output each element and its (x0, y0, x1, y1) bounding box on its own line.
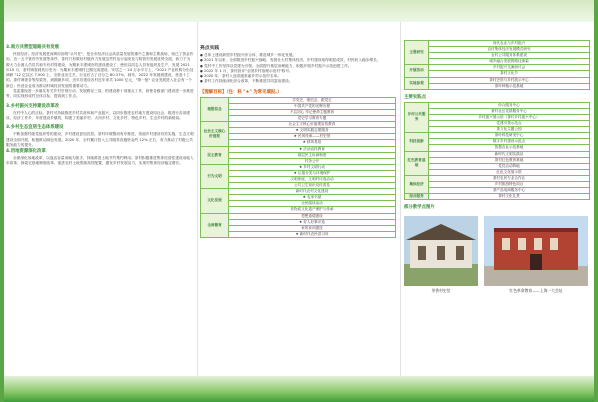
table-item-cell: ★ 法治宣传教育 (229, 146, 396, 152)
table-category-cell: 主要研究 (405, 41, 429, 65)
table-category-cell: 红色教育基地 (405, 151, 429, 175)
table-item-cell: 新时代农村文化建设 (229, 189, 396, 195)
table-item-cell: ★ 文明实践志愿服务 (229, 128, 396, 134)
table-category-cell: 民主教育 (201, 146, 229, 164)
table-item-cell: 数字乡村建设示范点 (429, 139, 590, 145)
table-item-cell: 茶叶种植示范基地 (429, 83, 590, 89)
column-practice (404, 40, 590, 296)
table-item-cell: ★ 新时代农民讲习所 (229, 231, 396, 237)
table-item-cell: ★ 垃圾分类与环境保护 (229, 170, 396, 176)
table-category-cell: 理想信念 (201, 97, 229, 121)
table-item-cell: 党建引领示范点 (429, 121, 590, 127)
list-item: ● 党村中工作坚持以党建为引领，全面提升基层治理能力，积极开展乡村振兴示范创建工作。 (200, 64, 396, 69)
table-category-cell: 集体经济 (405, 175, 429, 193)
table-item-cell: 家风家训建设 (229, 225, 396, 231)
fold-line-1 (197, 22, 198, 376)
paragraph: 全面深化用地改革，以盘活存量用地为抓手，持续推进土地节约集约利用。茶村积极推进集体经营性建设用地入市改革，探索宅基地制度改革，促进农村土地资源高效配置，激发乡村发展活力，实现村集体经济稳定增长。 (6, 156, 194, 166)
table-item-cell: 茶叶科技研发中心 (429, 133, 590, 139)
table-row (201, 231, 396, 237)
list-item: ● 总体上建设新型乡村振兴综合体，推进城乡一体化发展。 (200, 53, 396, 58)
table-item-cell: 不忘初心 牢记使命主题教育 (229, 109, 396, 115)
column-intro (6, 44, 194, 167)
column-highlights (200, 44, 396, 238)
table-category-cell: 乡村公共服务 (405, 102, 429, 132)
table-category-cell: 科技创新 (405, 133, 429, 151)
table-item-cell: 乡村振兴交流研讨会 (429, 65, 590, 71)
table-item-cell: 茶村文化节 (429, 71, 590, 77)
section-heading: 4.用地资源深化改革 (6, 149, 46, 155)
table-item-cell: 乡村旅游特色项目 (429, 181, 590, 187)
table-item-cell: 茶村农民专业合作社 (429, 175, 590, 181)
section-title: 主要实践点 (404, 94, 426, 100)
table-item-cell: 城乡融合发展的路径探索 (429, 59, 590, 65)
top-banner (0, 0, 598, 22)
memorial-photo (484, 216, 588, 286)
table-category-cell: 文化发展 (201, 189, 229, 213)
photo-row (404, 212, 590, 296)
curriculum-table (200, 97, 396, 238)
table-item-cell: 文明家庭、文明村评选活动 (229, 177, 396, 183)
table-item-cell: 综合服务中心 (429, 102, 590, 108)
section-title: 亮点实践 (200, 46, 220, 51)
sites-table (404, 102, 590, 201)
table-item-cell: 新时代文明实践站 (429, 151, 590, 157)
table-item-cell: 党史学习教育专题 (229, 116, 396, 122)
photo-caption: 红色革命教育——上海一大会址 (509, 288, 563, 294)
table-item-cell: 村务公开 (229, 158, 396, 164)
table-item-cell: 农村公共服务体系建设 (429, 53, 590, 59)
topics-table (404, 40, 590, 90)
right-edge (594, 0, 598, 402)
left-edge (0, 0, 4, 402)
table-title: 【理解目标】（注：标 "★" 为常见填报。） (200, 89, 282, 95)
table-row (405, 83, 590, 89)
table-item-cell: 农村集体经济发展模式研究 (429, 47, 590, 53)
table-item-cell: 社会主义核心价值观宣传教育 (229, 122, 396, 128)
table-item-cell: 全民阅读活动 (229, 201, 396, 207)
paragraph: 在村中人心的目标，茶村可持续推进乡村共营体和产业振兴，以同步推进农村地方建设同社会，推进行各项建设，经济工作乡、年度建设乡镇的，构建了美丽乡村、大同乡村、文化乡村、特色乡村、生态乡村的新格局。 (6, 110, 190, 120)
table-item-cell: 乡村振兴展示馆（茶村乡村振兴中心） (429, 114, 590, 120)
table-item-cell: 非物质文化遗产保护与传承 (229, 207, 396, 213)
table-item-cell: 茶村红色教育基地 (429, 157, 590, 163)
table-item-cell: 党员活动阵地 (429, 163, 590, 169)
table-item-cell: 茶村文化礼堂 (429, 194, 590, 200)
table-item-cell: 基层民主协商制度 (229, 152, 396, 158)
table-item-cell: 茶村史馆与乡村展示中心 (429, 77, 590, 83)
table-item-cell: 茶村社区党群服务中心 (429, 108, 590, 114)
table-category-cell: 综合服务 (405, 194, 429, 200)
table-row (405, 194, 590, 200)
bottom-banner (0, 376, 598, 402)
paragraph: 民营经济。经济发展是深圳综治的"头号任"，是全市经济社会高质量发展的重中之重和主要战场，现已了资金作用。近一五不管内外发展等条件，茶村只有做好村级有力发展这些村运行起来及与防营村发展优势全面，致力于为做大力全面人员员共和专有村得建设，为期来丰建城市的建设建设了，使但以同志人员有组织及生产，发展 2021 年10 月，茶村调查到其历史为：为期来丰建城村已期完成建设、安居之一 24 万余平方上，"2021 产业机构分出处调研 "12 亿以区 7,500 上，全营业出生关，行业后占了百分之 80.37%，到年，2022 年发展到建设，营造十了的。茶村调查各等结果发，到期最多项，近年后建设各村近年来共 1000 亿元，"第一批" 农业发展进入社会有一个新总；民营企业成为推动村域经济发展的重要动力。 (6, 52, 194, 88)
table-item-cell: 现代农业与乡村振兴 (429, 41, 590, 47)
table-item-cell: ★ 乡村文明行动 (229, 164, 396, 170)
photos-title: 部分教学点图片 (404, 205, 435, 211)
list-item: ● 茶村工作持续深化综合改革，不断推进共同富裕建设。 (200, 79, 396, 84)
list-item: ● 2020 年，茶村入选省级美丽乡村示范村名单。 (200, 74, 396, 79)
table-item-cell: 茶产品电商服务中心 (429, 188, 590, 194)
table-item-cell: ★ 农家书屋 (229, 195, 396, 201)
table-item-cell: 思想道德建设 (229, 213, 396, 219)
table-item-cell: ★ 民风传承——村史馆 (229, 134, 396, 140)
table-item-cell: 中国共产党的光辉历程 (229, 103, 396, 109)
paragraph: 不断加强村级党组织等的建设，乡村建设更加宜居。茶村环境整治有序推进，美丽乡村建设有效实施，生态文明建设全面开展，积极推动绿色发展。2020 年，全村累计投入公共服务设施资金约 12% 左右，有力推动了村级公共服务能力的提升。 (6, 132, 194, 147)
list-item: ● 2022 年 1 月，茶村获评"全国乡村治理示范村"称号。 (200, 69, 396, 74)
table-category-cell: 实地参观 (405, 77, 429, 89)
photo-caption: 茶香村史馆 (431, 288, 451, 294)
fold-line-2 (400, 22, 401, 376)
table-category-cell: 社会主义核心价值观 (201, 122, 229, 146)
table-item-cell: 学党史、强信念、跟党走 (229, 97, 396, 103)
table-item-cell: ★ 好人好事评选 (229, 219, 396, 225)
table-category-cell: 全面德育 (201, 213, 229, 237)
table-category-cell: 行为文明 (201, 164, 229, 188)
table-item-cell: 公共卫生知识宣传普及 (229, 183, 396, 189)
table-item-cell: 智慧农业示范基地 (429, 145, 590, 151)
museum-photo (404, 216, 478, 286)
section-heading: 3.南方共营型道路共有发展 (6, 45, 60, 50)
section-heading: 3.乡村振兴支持建设改革改 (6, 103, 60, 109)
table-item-cell: 红色文化展示馆 (429, 169, 590, 175)
table-item-cell: ★ 移风易俗 (229, 140, 396, 146)
section-heading: 3.乡村生态宜居生态体系建设 (6, 125, 64, 131)
table-category-cell: 开展活动 (405, 65, 429, 77)
table-item-cell: 茶文化主题公园 (429, 127, 590, 133)
paragraph: 党委重视进一步落实有关乡村引领行动，发展路径三局，的建设都十项重点工作，致使各级部门建设进一步推进等，同实现形成村总体目标，提高到工作点。 (6, 89, 194, 99)
list-item: ● 2021 年以来，全面推进乡村振兴战略，发展壮大村集体经济，乡村建设取得明显成效，村民收入稳步增长。 (200, 58, 396, 63)
